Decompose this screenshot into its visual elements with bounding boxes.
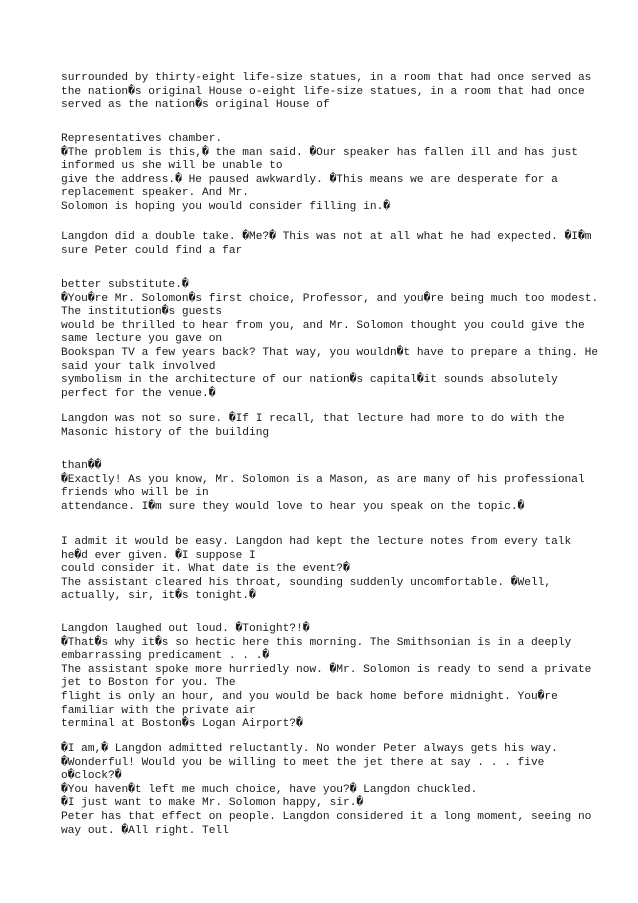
text-line: �Exactly! As you know, Mr. Solomon is a Mason, as are many of his professional <box>61 473 585 486</box>
text-line: he�d ever given. �I suppose I <box>61 549 256 562</box>
text-line: way out. �All right. Tell <box>61 824 229 837</box>
text-line: Langdon laughed out loud. �Tonight?!� <box>61 623 310 635</box>
text-line: give the address.� He paused awkwardly. �This means we are desperate for a <box>61 173 558 186</box>
text-line: Representatives chamber. <box>61 133 223 145</box>
text-line: �I am,� Langdon admitted reluctantly. No wonder Peter always gets his way. <box>61 743 558 755</box>
text-line: �I just want to make Mr. Solomon happy, sir.� <box>61 797 364 810</box>
text-line: I admit it would be easy. Langdon had kept the lecture notes from every talk <box>61 536 572 548</box>
text-line: familiar with the private air <box>61 704 256 717</box>
text-line: perfect for the venue.� <box>61 387 216 400</box>
text-line: replacement speaker. And Mr. <box>61 187 249 200</box>
paragraph <box>61 623 601 732</box>
text-line: could consider it. What date is the event?� <box>61 563 350 576</box>
text-line: �You�re Mr. Solomon�s first choice, Professor, and you�re being much too modest. <box>61 292 599 305</box>
text-line: would be thrilled to hear from you, and Mr. Solomon thought you could give the <box>61 319 585 332</box>
paragraph <box>61 231 601 258</box>
paragraph <box>61 743 601 838</box>
text-line: jet to Boston for you. The <box>61 677 236 690</box>
text-line: sure Peter could find a far <box>61 244 243 257</box>
paragraph <box>61 72 601 113</box>
text-line: informed us she will be unable to <box>61 160 283 173</box>
paragraph <box>61 279 601 401</box>
text-line: said your talk involved <box>61 360 216 373</box>
text-line: the nation�s original House o-eight life-size statues, in a room that had once <box>61 85 585 98</box>
text-line: attendance. I�m sure they would love to hear you speak on the topic.� <box>61 500 525 513</box>
text-line: o�clock?� <box>61 770 122 783</box>
text-line: embarrassing predicament . . .� <box>61 650 270 663</box>
text-line: �You haven�t left me much choice, have you?� Langdon chuckled. <box>61 783 478 796</box>
text-line: Solomon is hoping you would consider filling in.� <box>61 200 390 213</box>
text-line: �That�s why it�s so hectic here this morning. The Smithsonian is in a deeply <box>61 636 572 649</box>
paragraph <box>61 460 601 514</box>
text-line: served as the nation�s original House of <box>61 99 330 112</box>
text-line: actually, sir, it�s tonight.� <box>61 590 256 603</box>
text-line: Bookspan TV a few years back? That way, you wouldn�t have to prepare a thing. He <box>61 346 599 359</box>
text-line: symbolism in the architecture of our nation�s capital�it sounds absolutely <box>61 374 558 387</box>
text-line: Masonic history of the building <box>61 426 270 439</box>
paragraph <box>61 536 601 604</box>
text-line: better substitute.� <box>61 279 189 291</box>
text-line: Peter has that effect on people. Langdon considered it a long moment, seeing no <box>61 810 592 823</box>
text-line: The institution�s guests <box>61 306 223 319</box>
paragraph <box>61 133 601 215</box>
text-line: The assistant cleared his throat, sounding suddenly uncomfortable. �Well, <box>61 576 552 589</box>
text-line: same lecture you gave on <box>61 333 223 346</box>
paragraph <box>61 413 601 440</box>
text-line: Langdon was not so sure. �If I recall, that lecture had more to do with the <box>61 413 565 425</box>
text-line: surrounded by thirty-eight life-size statues, in a room that had once served as <box>61 72 592 84</box>
text-line: than�� <box>61 460 102 472</box>
text-line: terminal at Boston�s Logan Airport?� <box>61 718 303 731</box>
text-line: flight is only an hour, and you would be back home before midnight. You�re <box>61 690 558 703</box>
text-line: �Wonderful! Would you be willing to meet the jet there at say . . . five <box>61 756 545 769</box>
text-line: �The problem is this,� the man said. �Our speaker has fallen ill and has just <box>61 146 579 159</box>
text-line: friends who will be in <box>61 487 209 500</box>
text-line: Langdon did a double take. �Me?� This was not at all what he had expected. �I�m <box>61 231 592 243</box>
text-line: The assistant spoke more hurriedly now. �Mr. Solomon is ready to send a private <box>61 663 592 676</box>
